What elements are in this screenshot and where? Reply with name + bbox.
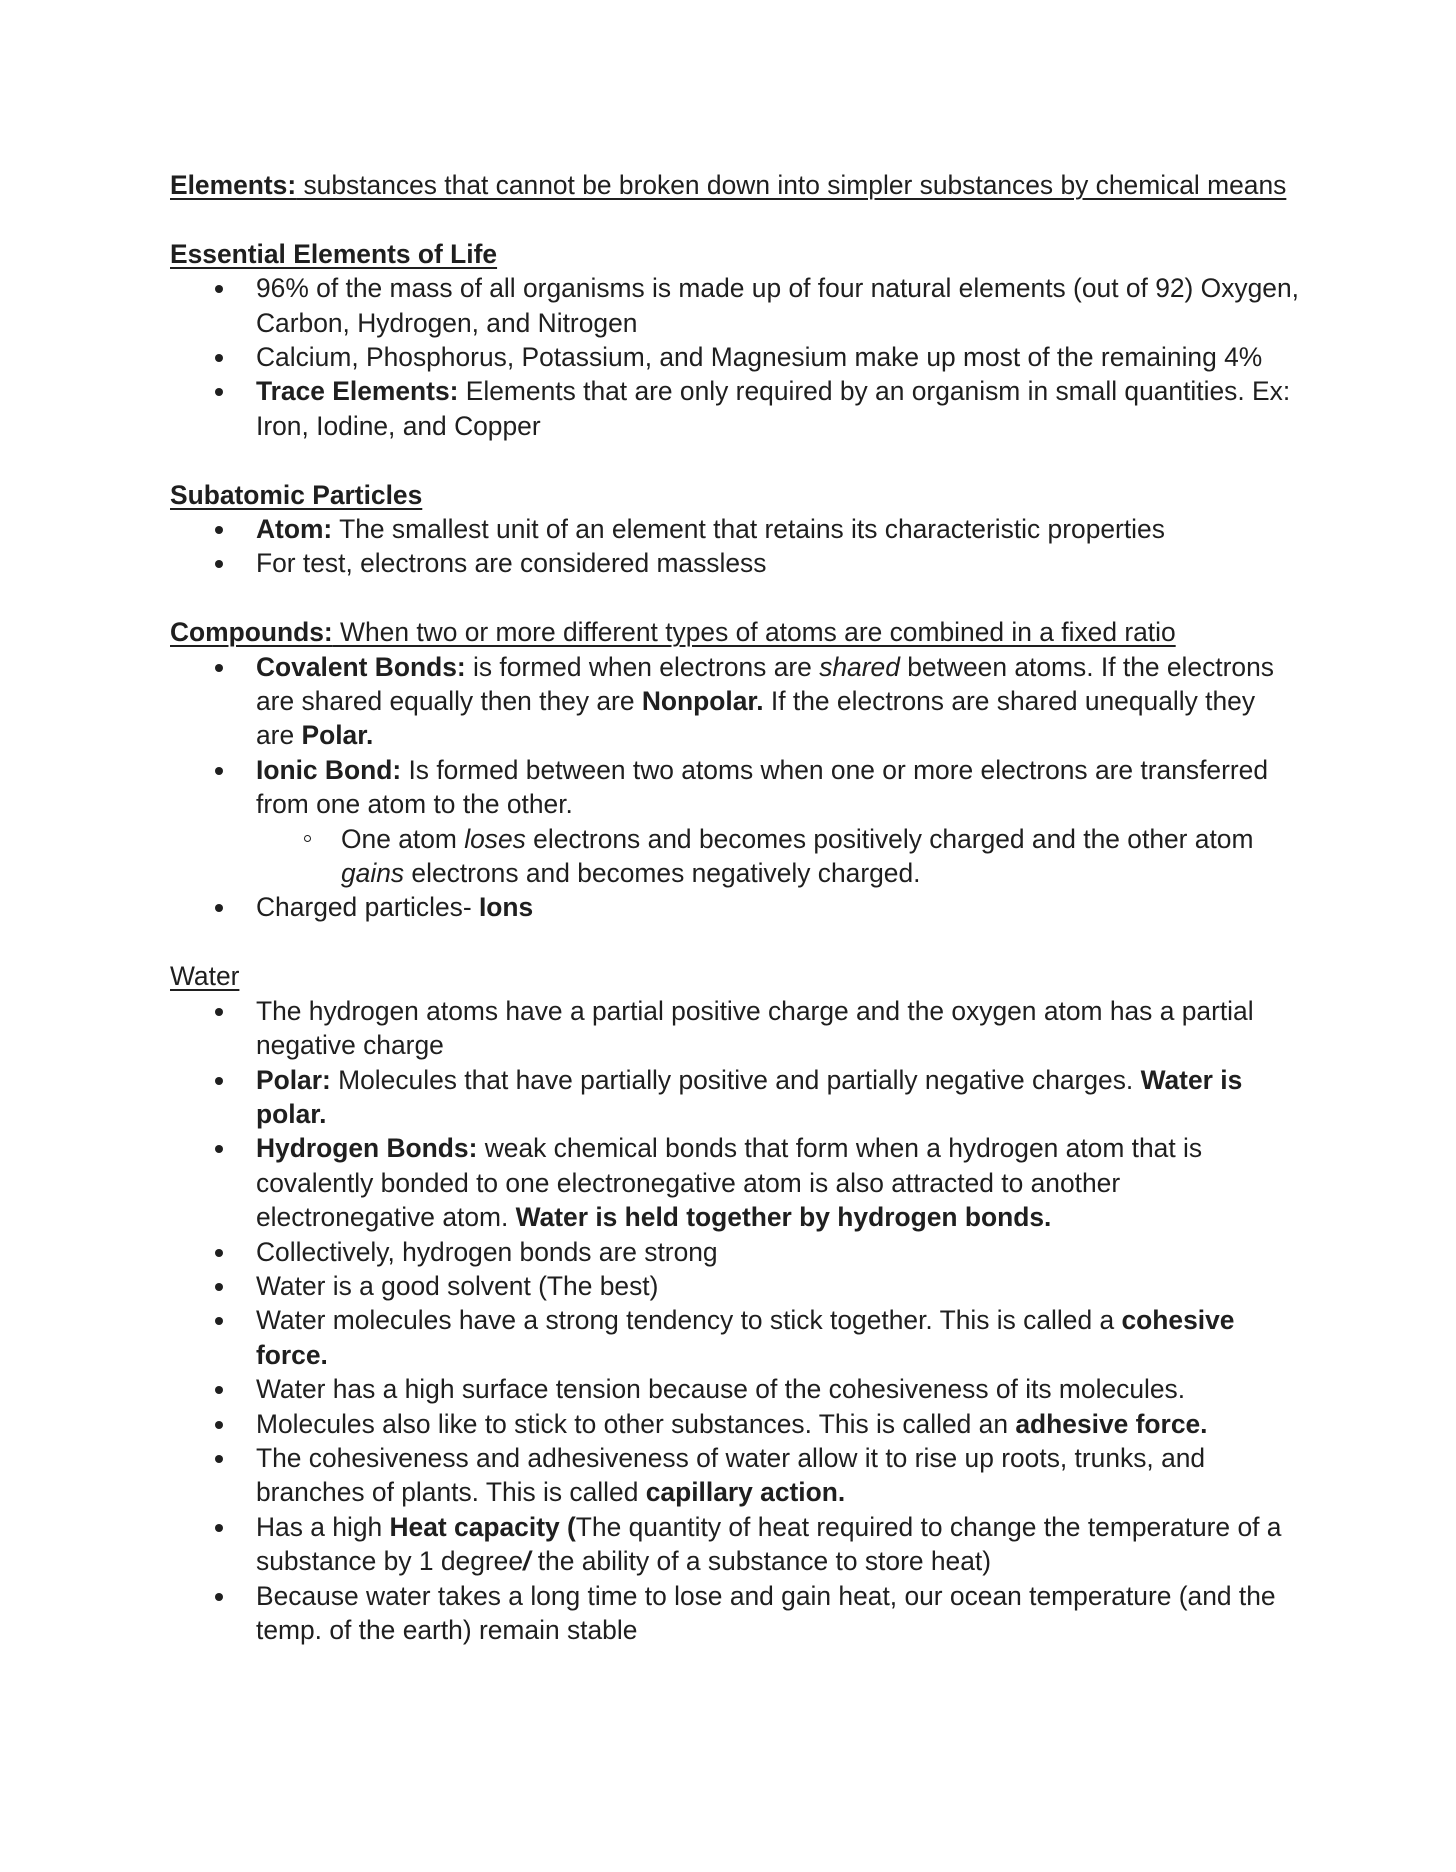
- term: Hydrogen Bonds:: [256, 1133, 478, 1164]
- emphasis: shared: [819, 651, 900, 682]
- list-item-text: 96% of the mass of all organisms is made up of four natural elements (out of 92) Oxygen, Carbon, Hydrogen, and Nitrogen: [256, 273, 1299, 338]
- list-item: [256, 1441, 1300, 1510]
- list-item-text: The quantity of heat required to change the temperature of a substance by 1 degree: [256, 1511, 1282, 1577]
- list-item: [256, 546, 1300, 580]
- list-item: [256, 1372, 1300, 1406]
- list-item-text: For test, electrons are considered massless: [256, 548, 767, 579]
- list-item-text: The cohesiveness and adhesiveness of water allow it to rise up roots, trunks, and branches of plants. This is called: [256, 1442, 1206, 1508]
- essential-elements-list: [170, 271, 1300, 443]
- list-item-text: Elements that are only required by an organism in small quantities. Ex: Iron, Iodine, and Copper: [256, 376, 1291, 441]
- list-item: [256, 1063, 1300, 1132]
- compounds-definition: When two or more different types of atoms are combined in a fixed ratio: [332, 617, 1176, 648]
- list-item: [256, 1510, 1300, 1579]
- list-item-text: between atoms. If the electrons are shared equally then they are: [256, 651, 1274, 717]
- list-item-text: Water molecules have a strong tendency to stick together. This is called a: [256, 1305, 1122, 1336]
- list-item: [256, 650, 1300, 753]
- list-item-text: Water has a high surface tension because of the cohesiveness of its molecules.: [256, 1374, 1186, 1405]
- emphasis: loses: [464, 823, 526, 854]
- list-item-text: Charged particles-: [256, 892, 479, 923]
- term: Ionic Bond:: [256, 754, 402, 785]
- term: Polar:: [256, 1064, 331, 1095]
- term: Trace Elements:: [256, 376, 459, 407]
- compounds-heading: Compounds:: [170, 617, 333, 648]
- term: Atom:: [256, 514, 333, 545]
- term: adhesive force.: [1015, 1408, 1208, 1439]
- subatomic-particles-heading: Subatomic Particles: [170, 479, 423, 510]
- list-item-text: If the electrons are shared unequally they are: [256, 686, 1256, 751]
- compounds-definition-line: [170, 615, 1300, 649]
- list-item: [256, 271, 1300, 340]
- list-item-text: Molecules that have partially positive and partially negative charges.: [330, 1064, 1141, 1095]
- term: cohesive force.: [256, 1305, 1235, 1370]
- compounds-list: [170, 650, 1300, 925]
- water-heading: Water: [170, 961, 240, 992]
- term: Water is held together by hydrogen bonds.: [515, 1202, 1052, 1233]
- list-item: [256, 374, 1300, 443]
- list-item: [256, 1131, 1300, 1234]
- list-item-text: Is formed between two atoms when one or more electrons are transferred from one atom to the other.: [256, 754, 1269, 820]
- term: Heat capacity (: [389, 1511, 576, 1542]
- elements-heading: Elements:: [170, 170, 297, 200]
- list-item: [256, 1579, 1300, 1648]
- emphasis: gains: [341, 858, 405, 889]
- list-item-text: The smallest unit of an element that retains its characteristic properties: [332, 514, 1165, 545]
- list-item: [256, 1303, 1300, 1372]
- list-item-text: weak chemical bonds that form when a hydrogen atom that is covalently bonded to one electronegative atom is also attracted to another electronegative atom.: [256, 1133, 1203, 1233]
- sub-list-item: [341, 822, 1300, 891]
- list-item-text: electrons and becomes positively charged and the other atom: [525, 823, 1254, 854]
- term: Covalent Bonds:: [256, 651, 466, 682]
- list-item-text: Water is a good solvent (The best): [256, 1270, 659, 1301]
- document-page: [170, 168, 1300, 1647]
- ionic-sublist: [256, 822, 1300, 891]
- list-item-text: Calcium, Phosphorus, Potassium, and Magnesium make up most of the remaining 4%: [256, 342, 1263, 373]
- list-item-text: One atom: [341, 823, 465, 854]
- list-item-text: the ability of a substance to store heat): [530, 1546, 992, 1577]
- list-item-text: electrons and becomes negatively charged.: [404, 858, 921, 889]
- list-item: [256, 1269, 1300, 1303]
- list-item-text: Because water takes a long time to lose and gain heat, our ocean temperature (and the temp. of the earth) remain stable: [256, 1580, 1276, 1645]
- elements-definition: substances that cannot be broken down into simpler substances by chemical means: [296, 170, 1287, 200]
- list-item-text: Molecules also like to stick to other substances. This is called an: [256, 1408, 1016, 1439]
- list-item: [256, 994, 1300, 1063]
- list-item-text: is formed when electrons are: [465, 651, 820, 682]
- term: Polar.: [301, 720, 374, 751]
- list-item-text: Has a high: [256, 1511, 390, 1542]
- essential-elements-heading: Essential Elements of Life: [170, 238, 498, 269]
- list-item-text: Collectively, hydrogen bonds are strong: [256, 1236, 718, 1267]
- list-item: [256, 512, 1300, 546]
- slash: /: [523, 1546, 531, 1577]
- term: Nonpolar.: [641, 686, 764, 717]
- term: Water is polar.: [256, 1064, 1243, 1129]
- term: capillary action.: [645, 1477, 846, 1508]
- list-item: [256, 1407, 1300, 1441]
- elements-definition-line: [170, 168, 1300, 202]
- water-list: [170, 994, 1300, 1648]
- subatomic-list: [170, 512, 1300, 581]
- list-item: [256, 340, 1300, 374]
- list-item: [256, 1235, 1300, 1269]
- list-item-text: The hydrogen atoms have a partial positive charge and the oxygen atom has a partial negative charge: [256, 995, 1254, 1061]
- list-item: [256, 753, 1300, 891]
- list-item: [256, 890, 1300, 924]
- term: Ions: [478, 892, 534, 923]
